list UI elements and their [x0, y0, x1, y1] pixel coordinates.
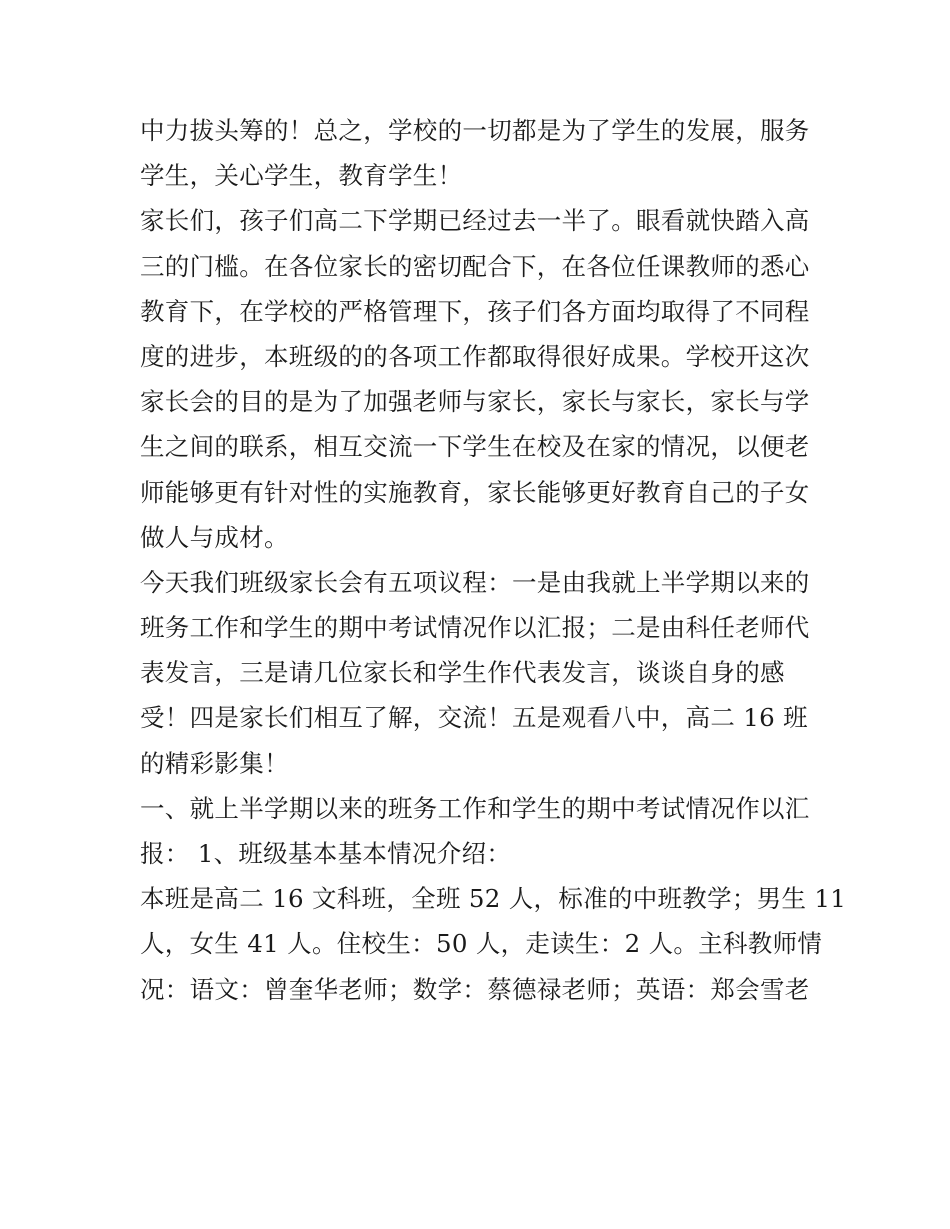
text-line: 家长会的目的是为了加强老师与家长，家长与家长，家长与学 — [140, 387, 810, 417]
text-line: 一、就上半学期以来的班务工作和学生的期中考试情况作以汇 — [140, 793, 810, 823]
text-line: 人，女生 41 人。住校生：50 人，走读生：2 人。主科教师情 — [140, 929, 823, 959]
text-line: 受！四是家长们相互了解，交流！五是观看八中，高二 16 班 — [140, 703, 808, 733]
text-line: 家长们，孩子们高二下学期已经过去一半了。眼看就快踏入高 — [140, 206, 810, 236]
text-line: 做人与成材。 — [140, 522, 289, 552]
text-line: 班务工作和学生的期中考试情况作以汇报；二是由科任老师代 — [140, 613, 810, 643]
text-line: 今天我们班级家长会有五项议程：一是由我就上半学期以来的 — [140, 567, 810, 597]
text-line: 报： 1、班级基本基本情况介绍： — [140, 839, 512, 868]
text-line: 中力拔头筹的！总之，学校的一切都是为了学生的发展，服务 — [140, 116, 810, 145]
text-line: 学生，关心学生，教育学生！ — [140, 161, 463, 191]
text-line: 师能够更有针对性的实施教育，家长能够更好教育自己的子女 — [140, 477, 810, 507]
text-line: 教育下，在学校的严格管理下，孩子们各方面均取得了不同程 — [140, 296, 810, 326]
text-line: 况：语文：曾奎华老师；数学：蔡德禄老师；英语：郑会雪老 — [140, 974, 810, 1004]
text-line: 表发言，三是请几位家长和学生作代表发言，谈谈自身的感 — [140, 658, 785, 688]
text-line: 度的进步，本班级的的各项工作都取得很好成果。学校开这次 — [140, 341, 810, 371]
text-line: 三的门槛。在各位家长的密切配合下，在各位任课教师的悉心 — [140, 251, 810, 281]
text-line: 生之间的联系，相互交流一下学生在校及在家的情况，以便老 — [140, 432, 810, 462]
document-body — [140, 108, 847, 1012]
text-line: 的精彩影集！ — [140, 748, 289, 778]
text-line: 本班是高二 16 文科班，全班 52 人，标准的中班教学；男生 11 — [140, 884, 847, 914]
